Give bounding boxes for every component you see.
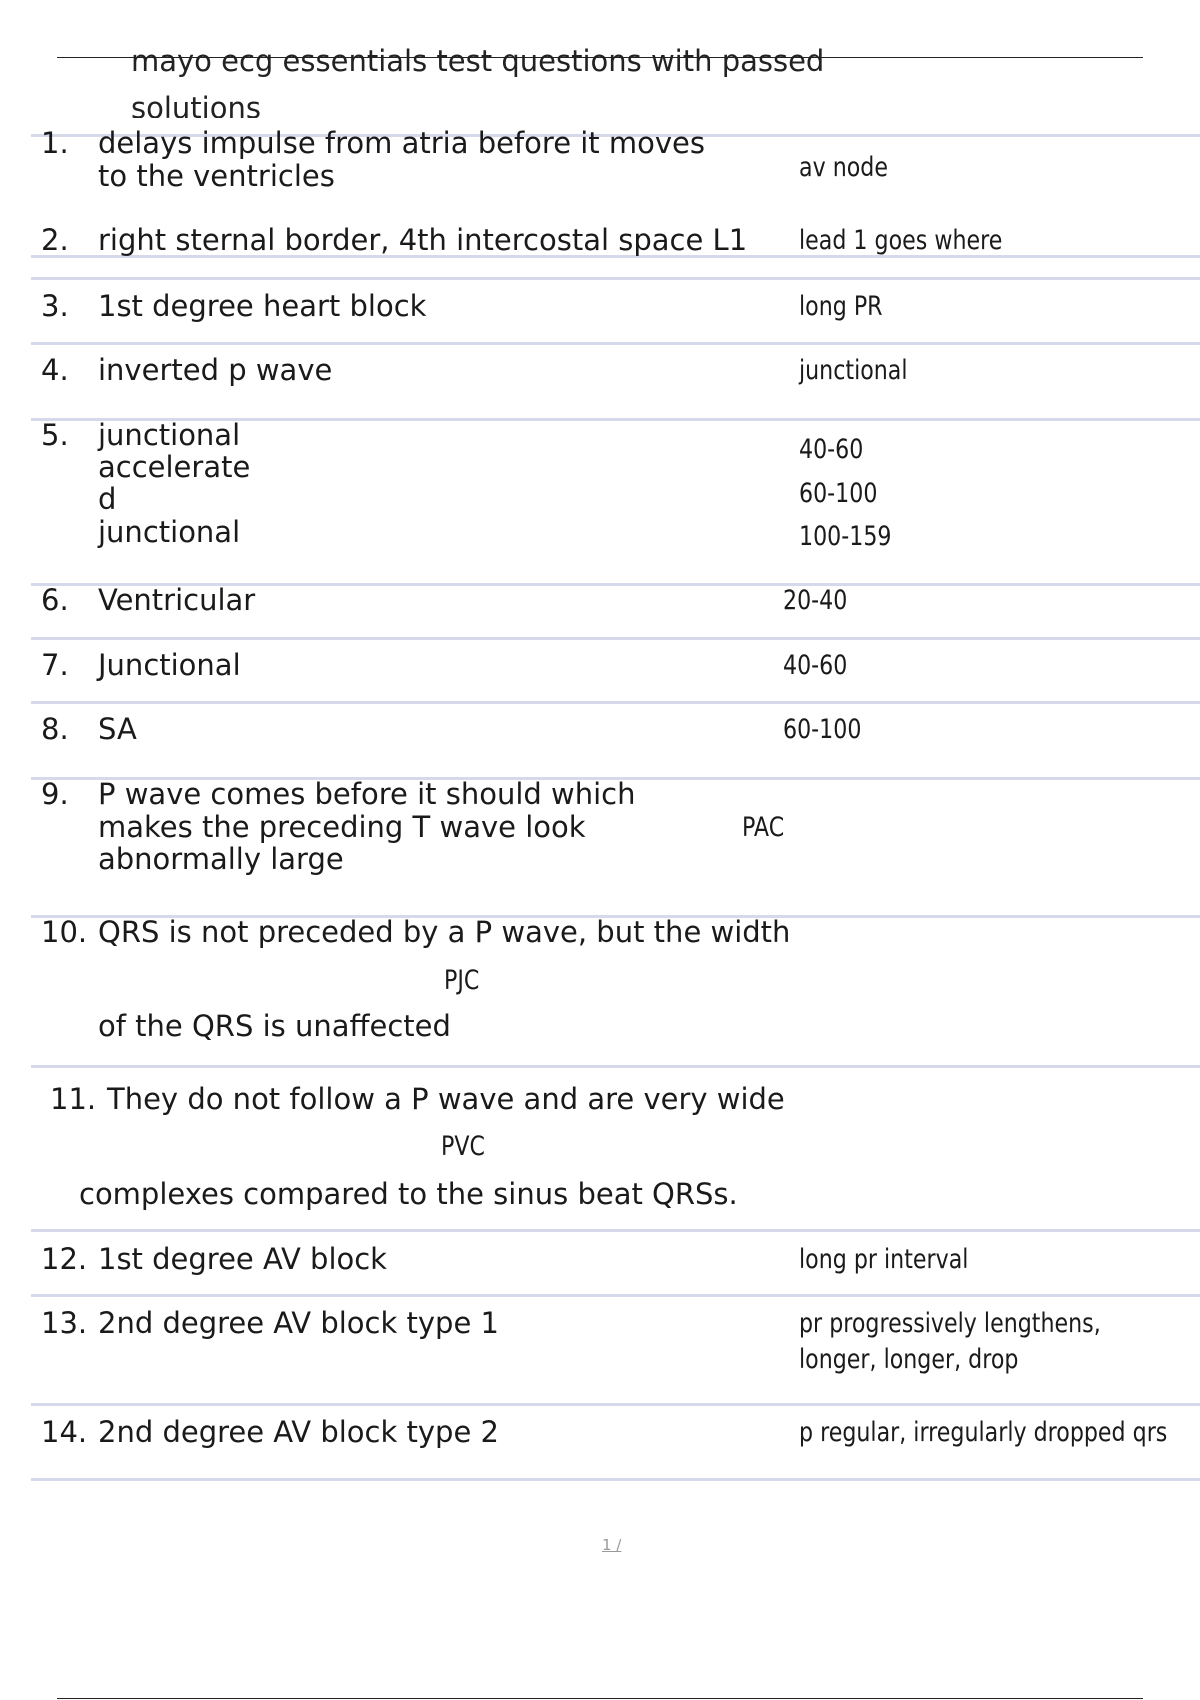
row-separator (31, 1229, 1200, 1232)
answer-text: junctional (799, 355, 908, 386)
answer-text: av node (799, 152, 888, 183)
question-text: junctional (98, 515, 241, 549)
row-separator (31, 277, 1200, 280)
question-text: abnormally large (98, 842, 344, 876)
question-number: 10. (41, 915, 88, 949)
question-number: 4. (41, 353, 69, 387)
answer-text: p regular, irregularly dropped qrs (799, 1417, 1168, 1448)
answer-text: long PR (799, 291, 883, 322)
question-number: 8. (41, 712, 69, 746)
row-separator (31, 1294, 1200, 1297)
question-text: junctional (98, 418, 241, 452)
question-number: 14. (41, 1415, 88, 1449)
answer-text: 60-100 (783, 714, 862, 745)
question-text: QRS is not preceded by a P wave, but the width (98, 915, 791, 949)
row-separator (31, 637, 1200, 640)
answer-text: long pr interval (799, 1244, 969, 1275)
question-text: Ventricular (98, 583, 256, 617)
answer-text: lead 1 goes where (799, 225, 1003, 256)
answer-text: 100-159 (799, 521, 892, 552)
question-text: delays impulse from atria before it moves (98, 126, 706, 160)
document-title (131, 38, 1031, 118)
question-number: 13. (41, 1306, 88, 1340)
row-separator (31, 1065, 1200, 1068)
answer-text: 40-60 (783, 650, 848, 681)
answer-text: pr progressively lengthens, (799, 1308, 1101, 1339)
question-number: 11. (50, 1082, 97, 1116)
question-number: 1. (41, 126, 69, 160)
question-text: 1st degree heart block (98, 289, 427, 323)
question-text: Junctional (98, 648, 241, 682)
question-text: to the ventricles (98, 159, 335, 193)
row-separator (31, 701, 1200, 704)
question-text: P wave comes before it should which (98, 777, 636, 811)
question-text: 2nd degree AV block type 1 (98, 1306, 499, 1340)
answer-text: PVC (441, 1131, 485, 1162)
answer-text: 60-100 (799, 478, 878, 509)
answer-text: longer, longer, drop (799, 1344, 1019, 1375)
page-number: 1 / (602, 1536, 622, 1554)
question-text: 2nd degree AV block type 2 (98, 1415, 499, 1449)
question-number: 12. (41, 1242, 88, 1276)
answer-text: 40-60 (799, 434, 864, 465)
question-number: 6. (41, 583, 69, 617)
document-title-line-2: solutions (131, 91, 261, 118)
question-text: d (98, 482, 117, 516)
question-number: 9. (41, 777, 69, 811)
question-text: 1st degree AV block (98, 1242, 387, 1276)
question-text: right sternal border, 4th intercostal space L1 (98, 223, 748, 257)
question-number: 2. (41, 223, 69, 257)
question-number: 7. (41, 648, 69, 682)
question-text: makes the preceding T wave look (98, 810, 586, 844)
row-separator (31, 342, 1200, 345)
question-number: 3. (41, 289, 69, 323)
row-separator (31, 1478, 1200, 1481)
answer-text: 20-40 (783, 585, 848, 616)
question-text: They do not follow a P wave and are very wide (107, 1082, 785, 1116)
row-separator (31, 1403, 1200, 1406)
question-text: accelerate (98, 450, 251, 484)
footer-rule (57, 1698, 1143, 1699)
question-text: of the QRS is unaffected (98, 1009, 451, 1043)
question-number: 5. (41, 418, 69, 452)
header-rule (57, 57, 1143, 58)
answer-text: PAC (742, 812, 785, 843)
document-title-line-1: mayo ecg essentials test questions with passed (131, 44, 825, 78)
question-text: SA (98, 712, 137, 746)
question-text: complexes compared to the sinus beat QRSs. (79, 1177, 738, 1211)
question-text: inverted p wave (98, 353, 333, 387)
answer-text: PJC (444, 965, 480, 996)
